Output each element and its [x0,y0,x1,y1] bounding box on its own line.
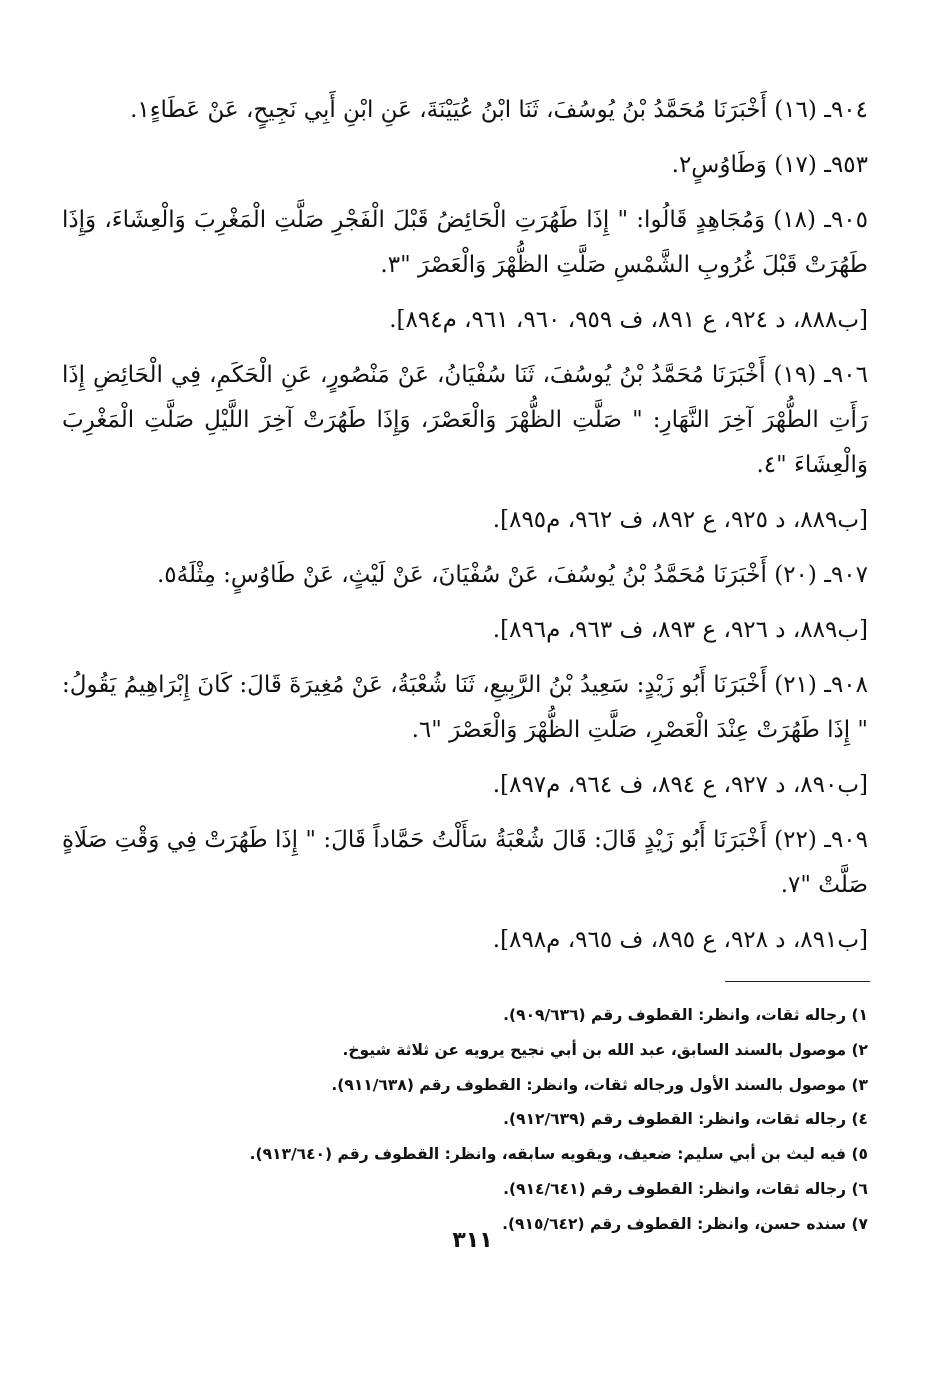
footnote-5: ٥) فيه ليث بن أبي سليم: ضعيف، ويقويه سابقه، وانظر: القطوف رقم (٩١٣/٦٤٠). [249,1145,868,1164]
footnote-3: ٣) موصول بالسند الأول ورجاله ثقات، وانظر: القطوف رقم (٩١١/٦٣٨). [331,1075,868,1094]
hadith-906: ٩٠٦ـ (١٩) أَخْبَرَنَا مُحَمَّدُ بْنُ يُوسُفَ، ثَنَا سُفْيَانُ، عَنْ مَنْصُورٍ، عَنِ الْحَكَمِ، فِي الْحَائِضِ إِذَا رَأَتِ الطُّهْرَ آخِرَ النَّهَارِ: " صَلَّتِ الظُّهْرَ وَالْعَصْرَ، وَإِذَا طَهُرَتْ آخِرَ اللَّيْلِ صَلَّتِ الْمَغْرِبَ وَالْعِشَاءَ "٤. [62,362,868,478]
reference-line: [ب٨٨٩، د ٩٢٥، ع ٨٩٢، ف ٩٦٢، م٨٩٥]. [492,507,868,533]
footnotes [200,998,868,1242]
hadith-905: ٩٠٥ـ (١٨) وَمُجَاهِدٍ قَالُوا: " إِذَا طَهُرَتِ الْحَائِضُ قَبْلَ الْفَجْرِ صَلَّتِ الْمَغْرِبَ وَالْعِشَاءَ، وَإِذَا طَهُرَتْ قَبْلَ غُرُوبِ الشَّمْسِ صَلَّتِ الظُّهْرَ وَالْعَصْرَ "٣. [62,207,868,278]
page-number: ٣١١ [452,1228,493,1253]
footnote-2: ٢) موصول بالسند السابق، عبد الله بن أبي نجيح يرويه عن ثلاثة شيوخ. [342,1040,868,1059]
reference-line: [ب٨٨٨، د ٩٢٤، ع ٨٩١، ف ٩٥٩، ٩٦٠، ٩٦١، م٨٩٤]. [389,307,868,333]
reference-line: [ب٨٨٩، د ٩٢٦، ع ٨٩٣، ف ٩٦٣، م٨٩٦]. [492,617,868,643]
hadith-904: ٩٠٤ـ (١٦) أَخْبَرَنَا مُحَمَّدُ بْنُ يُوسُفَ، ثَنَا ابْنُ عُيَيْنَةَ، عَنِ ابْنِ أَبِي نَجِيحٍ، عَنْ عَطَاءٍ١. [130,97,868,123]
reference-line: [ب٨٩١، د ٩٢٨، ع ٨٩٥، ف ٩٦٥، م٨٩٨]. [492,927,868,953]
footnote-4: ٤) رجاله ثقات، وانظر: القطوف رقم (٩١٢/٦٣٩). [503,1110,868,1129]
footnote-divider [725,981,870,982]
footnote-1: ١) رجاله ثقات، وانظر: القطوف رقم (٩٠٩/٦٣٦). [503,1006,868,1024]
footnote-6: ٦) رجاله ثقات، وانظر: القطوف رقم (٩١٤/٦٤١). [503,1179,868,1198]
hadith-953: ٩٥٣ـ (١٧) وَطَاوُسٍ٢. [671,152,868,178]
hadith-908: ٩٠٨ـ (٢١) أَخْبَرَنَا أَبُو زَيْدٍ: سَعِيدُ بْنُ الرَّبِيعِ، ثَنَا شُعْبَةُ، عَنْ مُغِيرَةَ قَالَ: كَانَ إِبْرَاهِيمُ يَقُولُ: " إِذَا طَهُرَتْ عِنْدَ الْعَصْرِ، صَلَّتِ الظُّهْرَ وَالْعَصْرَ "٦. [62,672,869,743]
reference-line: [ب٨٩٠، د ٩٢٧، ع ٨٩٤، ف ٩٦٤، م٨٩٧]. [492,772,868,798]
main-text [62,88,868,973]
hadith-909: ٩٠٩ـ (٢٢) أَخْبَرَنَا أَبُو زَيْدٍ قَالَ: قَالَ شُعْبَةُ سَأَلْتُ حَمَّاداً قَالَ: " إِذَا طَهُرَتْ فِي وَقْتِ صَلَاةٍ صَلَّتْ "٧. [62,827,868,898]
hadith-907: ٩٠٧ـ (٢٠) أَخْبَرَنَا مُحَمَّدُ بْنُ يُوسُفَ، عَنْ سُفْيَانَ، عَنْ لَيْثٍ، عَنْ طَاوُسٍ: مِثْلَهُ٥. [156,562,868,588]
footnote-7: ٧) سنده حسن، وانظر: القطوف رقم (٩١٥/٦٤٢). [502,1214,868,1233]
